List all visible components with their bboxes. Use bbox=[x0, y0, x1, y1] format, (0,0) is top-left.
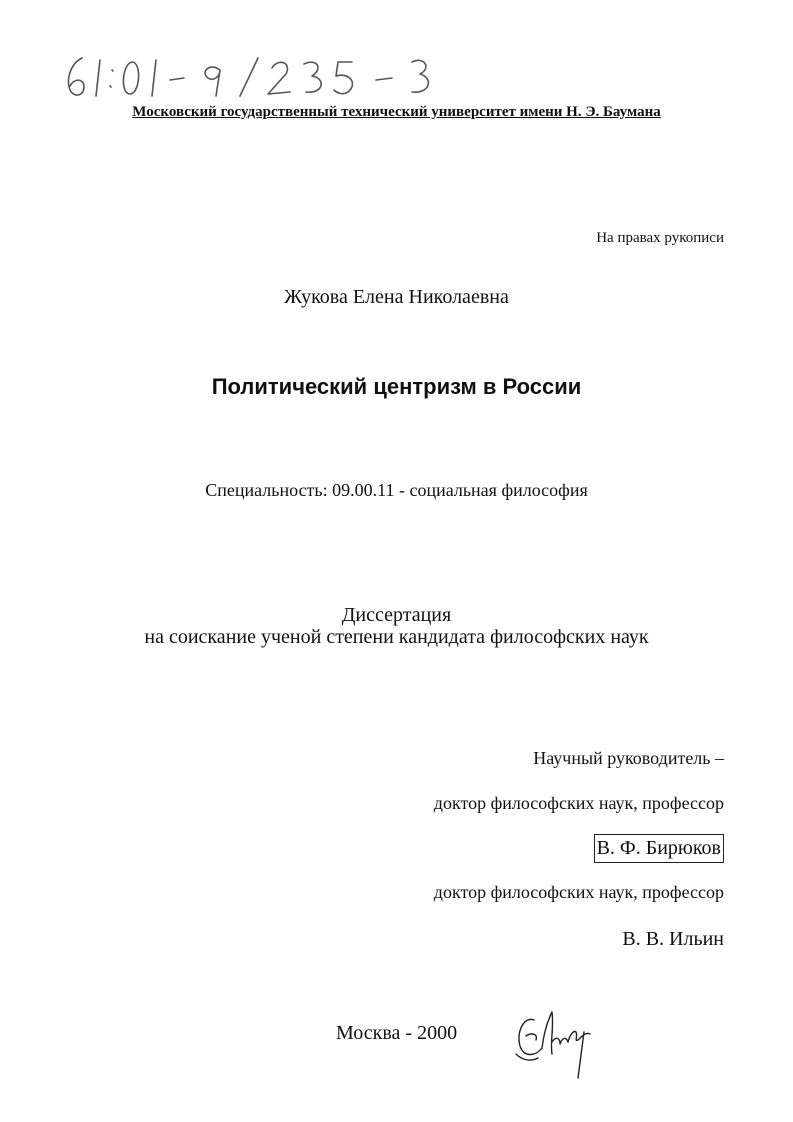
supervisor-title: доктор философских наук, профессор bbox=[433, 793, 724, 813]
signature-handwriting bbox=[512, 1002, 602, 1082]
manuscript-note: На правах рукописи bbox=[596, 230, 724, 246]
consultant-name: В. В. Ильин bbox=[622, 928, 724, 950]
university-name: Московский государственный технический университет имени Н. Э. Баумана bbox=[132, 104, 661, 120]
consultant-title: доктор философских наук, профессор bbox=[433, 882, 724, 902]
supervisor-name: В. Ф. Бирюков bbox=[594, 834, 724, 863]
archive-code-handwriting bbox=[60, 50, 460, 105]
author-name: Жукова Елена Николаевна bbox=[284, 286, 509, 308]
specialty-line: Специальность: 09.00.11 - социальная философия bbox=[205, 480, 588, 500]
dissertation-title: Политический центризм в России bbox=[211, 374, 582, 399]
dissertation-heading: Диссертация bbox=[341, 604, 452, 626]
city-year: Москва - 2000 bbox=[336, 1022, 458, 1044]
dissertation-degree: на соискание ученой степени кандидата философских наук bbox=[144, 626, 649, 648]
supervisor-label: Научный руководитель – bbox=[533, 748, 724, 768]
